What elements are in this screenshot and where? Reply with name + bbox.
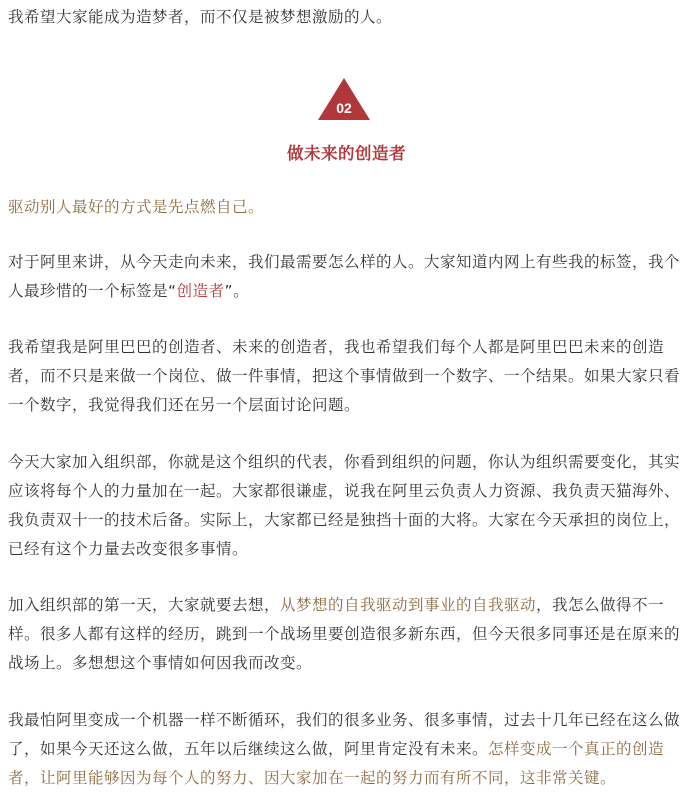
- section-number: 02: [336, 100, 352, 116]
- paragraph-first-day: [8, 591, 688, 678]
- highlight-text: 从梦想的自我驱动到事业的自我驱动: [280, 596, 537, 614]
- paragraph-alibaba-creator: 我希望我是阿里巴巴的创造者、未来的创造者，我也希望我们每个人都是阿里巴巴未来的创造者，而不只是来做一个岗位、做一件事情，把这个事情做到一个数字、一个结果。如果大家只看一个数字，我觉得我们还在另一个层面讨论问题。: [8, 338, 681, 414]
- section-title: 做未来的创造者: [287, 144, 406, 163]
- paragraph-text: 加入组织部的第一天，大家就要去想，: [8, 596, 281, 614]
- highlight-quote: 创造者: [176, 282, 225, 300]
- intro-paragraph: 我希望大家能成为造梦者，而不仅是被梦想激励的人。: [8, 8, 393, 26]
- paragraph-text: 对于阿里来讲，从今天走向未来，我们最需要怎么样的人。大家知道内网上有些我的标签，我个人最珍惜的一个标签是“: [8, 253, 681, 300]
- paragraph-text: ，我怎么做得不一样。很多人都有这样的经历，跳到一个战场里要创造很多新东西，但今天很多同事还是在原来的战场上。多想想这个事情如何因我而改变。: [8, 596, 681, 672]
- highlight-text: 怎样变成一个真正的创造者，让阿里能够因为每个人的努力、因大家加在一起的努力而有所不同，这非常关键。: [8, 740, 665, 787]
- paragraph-text: 我最怕阿里变成一个机器一样不断循环，我们的很多业务、很多事情，过去十几年已经在这么做了，如果今天还这么做，五年以后继续这么做，阿里肯定没有未来。: [8, 711, 681, 758]
- lead-paragraph: 驱动别人最好的方式是先点燃自己。: [8, 198, 265, 216]
- paragraph-machine: [8, 706, 688, 793]
- section-number-badge: [318, 78, 370, 120]
- paragraph-text: ”。: [224, 282, 250, 300]
- paragraph-creator-label: [8, 248, 688, 306]
- paragraph-organization: 今天大家加入组织部，你就是这个组织的代表，你看到组织的问题，你认为组织需要变化，其实应该将每个人的力量加在一起。大家都很谦虚，说我在阿里云负责人力资源、我负责天猫海外、我负责双十一的技术后备。实际上，大家都已经是独挡十面的大将。大家在今天承担的岗位上，已经有这个力量去改变很多事情。: [8, 453, 681, 558]
